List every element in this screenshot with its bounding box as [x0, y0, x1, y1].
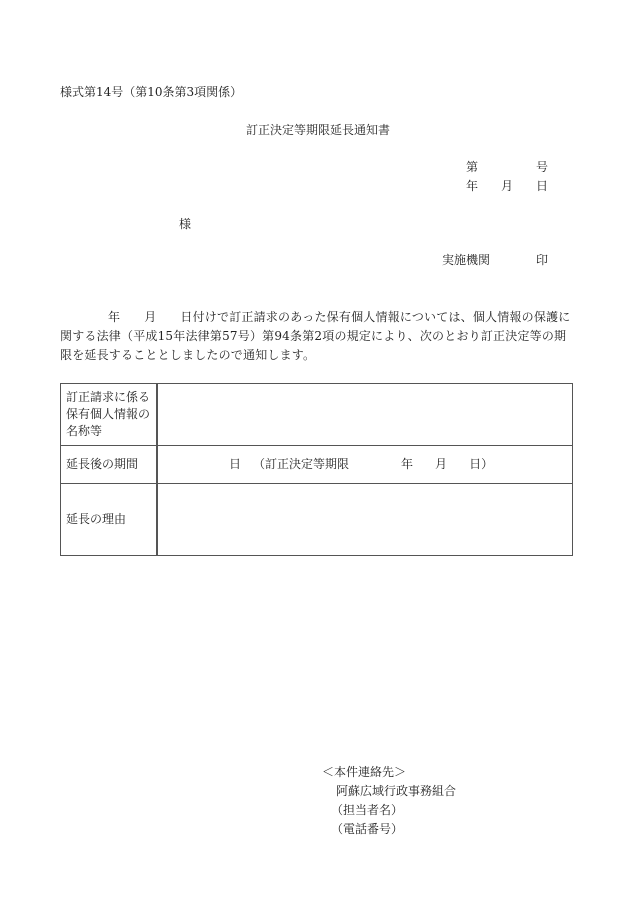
body-month: 月: [144, 310, 157, 324]
ref-dai: 第: [466, 160, 479, 174]
date-year: 年: [466, 179, 479, 193]
table-row: [61, 446, 573, 484]
body-year: 年: [108, 310, 121, 324]
deadline-year: 年: [401, 457, 414, 471]
ref-go: 号: [536, 160, 549, 174]
date-day: 日: [536, 179, 549, 193]
form-number: 様式第14号（第10条第3項関係）: [60, 85, 243, 99]
deadline-label: （訂正決定等期限: [253, 457, 350, 471]
addressee-suffix: 様: [179, 217, 192, 231]
issuer-label: 実施機関: [442, 253, 491, 267]
contact-phone: （電話番号）: [331, 822, 404, 836]
table-row: [61, 484, 573, 556]
row-label: 延長の理由: [61, 484, 158, 556]
seal-mark: 印: [536, 253, 549, 267]
contact-org: 阿蘇広域行政事務組合: [336, 784, 457, 798]
period-day: 日: [229, 457, 242, 471]
body-text: 日付けで訂正請求のあった保有個人情報については、個人情報の保護に関する法律（平成15年法律第57号）第94条第2項の規定により、次のとおり訂正決定等の期限を延長することとしましたので通知します。: [60, 310, 571, 362]
row-value: [157, 446, 573, 484]
date-month: 月: [501, 179, 514, 193]
row-label: 訂正請求に係る保有個人情報の名称等: [61, 384, 158, 446]
contact-person: （担当者名）: [331, 803, 404, 817]
row-label: 延長後の期間: [61, 446, 158, 484]
contact-heading: ＜本件連絡先＞: [322, 765, 407, 779]
body-paragraph: [60, 308, 575, 365]
row-value: [157, 484, 573, 556]
document-title: 訂正決定等期限延長通知書: [246, 123, 391, 137]
table-row: [61, 384, 573, 446]
deadline-day: 日）: [469, 457, 494, 471]
row-value: [157, 384, 573, 446]
details-table: [60, 383, 573, 556]
deadline-month: 月: [435, 457, 448, 471]
